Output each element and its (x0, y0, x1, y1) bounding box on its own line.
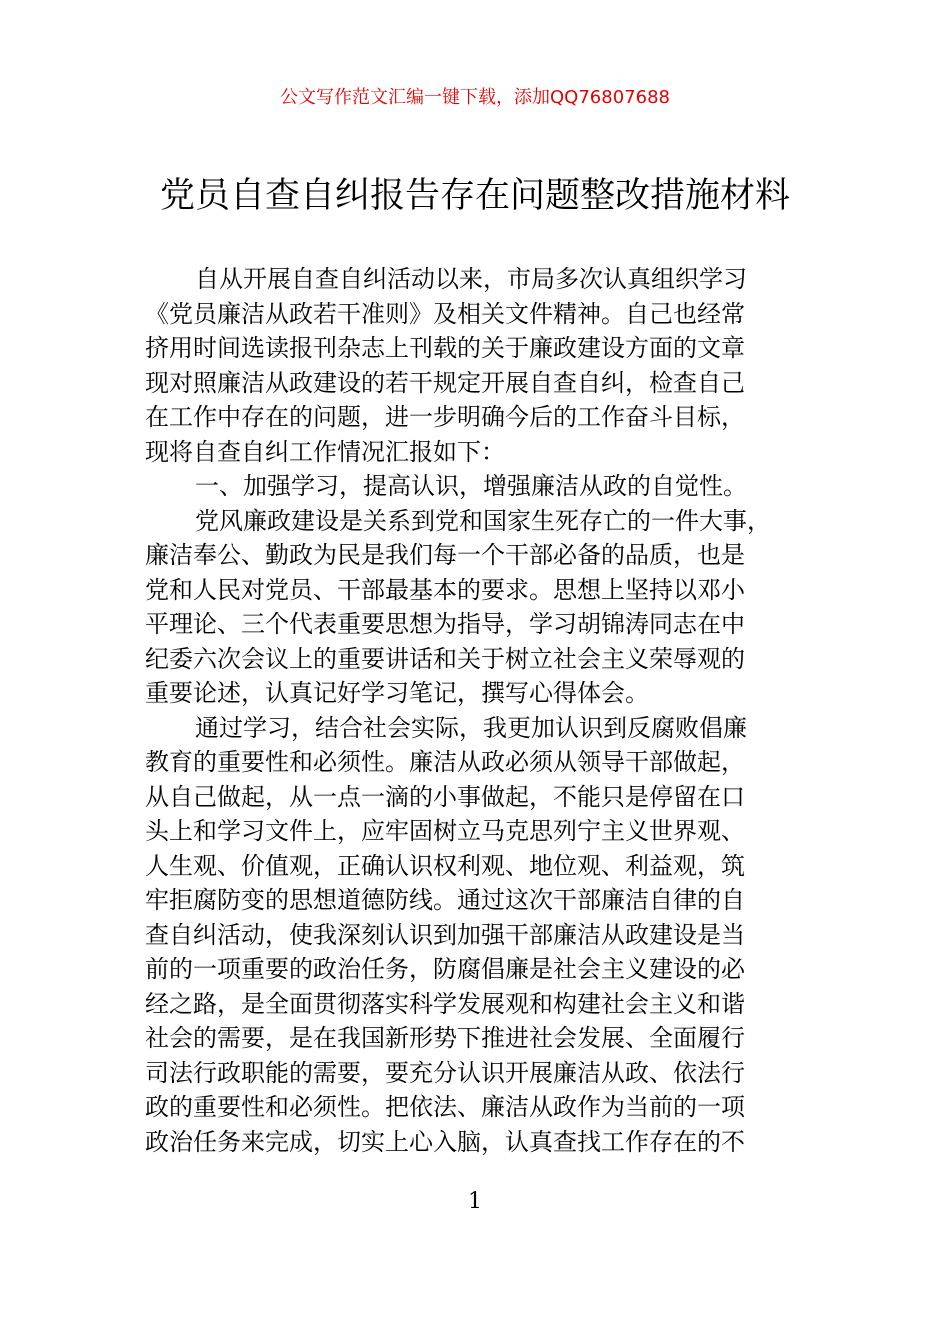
document-body (145, 262, 813, 1159)
body-line: 社会的需要，是在我国新形势下推进社会发展、全面履行 (145, 1024, 745, 1052)
body-line: 自从开展自查自纠活动以来，市局多次认真组织学习 (195, 265, 747, 293)
body-line: 经之路，是全面贯彻落实科学发展观和构建社会主义和谐 (145, 989, 745, 1018)
body-line: 政治任务来完成，切实上心入脑，认真查找工作存在的不 (145, 1127, 745, 1156)
body-line: 查自纠活动，使我深刻认识到加强干部廉洁从政建设是当 (145, 920, 745, 949)
document-title: 党员自查自纠报告存在问题整改措施材料 (159, 176, 790, 216)
body-line: 重要论述，认真记好学习笔记，撰写心得体会。 (145, 679, 649, 707)
body-line: 前的一项重要的政治任务，防腐倡廉是社会主义建设的必 (145, 955, 745, 983)
body-line: 头上和学习文件上，应牢固树立马克思列宁主义世界观、 (145, 817, 745, 845)
body-line: 党风廉政建设是关系到党和国家生死存亡的一件大事， (195, 506, 771, 535)
body-line: 通过学习，结合社会实际，我更加认识到反腐败倡廉 (195, 713, 747, 742)
body-line: 政的重要性和必须性。把依法、廉洁从政作为当前的一项 (145, 1093, 745, 1121)
body-line: 纪委六次会议上的重要讲话和关于树立社会主义荣辱观的 (145, 644, 745, 673)
body-line: 党和人民对党员、干部最基本的要求。思想上坚持以邓小 (145, 575, 745, 604)
body-line: 牢拒腐防变的思想道德防线。通过这次干部廉洁自律的自 (145, 886, 745, 914)
section-heading: 一、加强学习，提高认识，增强廉洁从政的自觉性。 (195, 472, 747, 500)
body-line: 从自己做起，从一点一滴的小事做起，不能只是停留在口 (145, 782, 745, 811)
page-number: 1 (468, 1189, 482, 1214)
body-line: 《党员廉洁从政若干准则》及相关文件精神。自己也经常 (145, 299, 745, 328)
body-line: 人生观、价值观，正确认识权利观、地位观、利益观，筑 (145, 851, 745, 880)
body-line: 现将自查自纠工作情况汇报如下： (145, 437, 505, 466)
body-line: 平理论、三个代表重要思想为指导，学习胡锦涛同志在中 (145, 610, 745, 638)
body-line: 在工作中存在的问题，进一步明确今后的工作奋斗目标， (145, 403, 745, 431)
body-line: 教育的重要性和必须性。廉洁从政必须从领导干部做起， (145, 748, 745, 776)
body-line: 挤用时间选读报刊杂志上刊载的关于廉政建设方面的文章 (145, 334, 745, 362)
body-line: 廉洁奉公、勤政为民是我们每一个干部必备的品质，也是 (145, 541, 745, 569)
body-line: 现对照廉洁从政建设的若干规定开展自查自纠，检查自己 (145, 368, 745, 397)
download-promo-note: 公文写作范文汇编一键下载，添加QQ76807688 (280, 87, 670, 108)
body-line: 司法行政职能的需要，要充分认识开展廉洁从政、依法行 (145, 1058, 745, 1087)
